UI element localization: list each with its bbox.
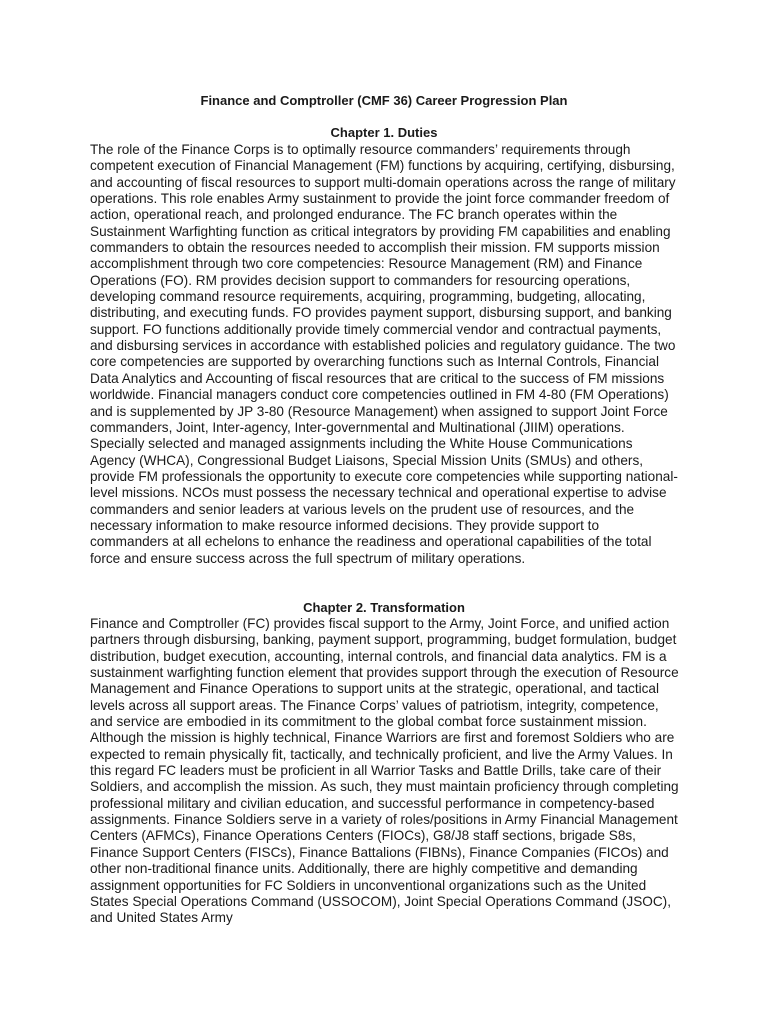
chapter-1-heading: Chapter 1. Duties (330, 125, 438, 140)
chapter-2-heading: Chapter 2. Transformation (303, 600, 465, 615)
chapter-2-body: Finance and Comptroller (FC) provides fiscal support to the Army, Joint Force, and unified action partners through disbursing, banking, payment support, programming, budget formulation, budget distribution, budget execution, accounting, internal controls, and financial data analytics. FM is a sustainment warfighting function element that provides support through the execution of Resource Management and Finance Operations to support units at the strategic, operational, and tactical levels across all support areas. The Finance Corps’ values of patriotism, integrity, competence, and service are embodied in its commitment to the global combat force sustainment mission. Although the mission is highly technical, Finance Warriors are first and foremost Soldiers who are expected to remain physically fit, tactically, and technically proficient, and live the Army Values. In this regard FC leaders must be proficient in all Warrior Tasks and Battle Drills, take care of their Soldiers, and accomplish the mission. As such, they must maintain proficiency through completing professional military and civilian education, and successful performance in competency-based assignments. Finance Soldiers serve in a variety of roles/positions in Army Financial Management Centers (AFMCs), Finance Operations Centers (FIOCs), G8/J8 staff sections, brigade S8s, Finance Support Centers (FISCs), Finance Battalions (FIBNs), Finance Companies (FICOs) and other non-traditional finance units. Additionally, there are highly competitive and demanding assignment opportunities for FC Soldiers in unconventional organizations such as the United States Special Operations Command (USSOCOM), Joint Special Operations Command (JSOC), and United States Army (90, 616, 679, 926)
chapter-1-body: The role of the Finance Corps is to optimally resource commanders’ requirements through competent execution of Financial Management (FM) functions by acquiring, certifying, disbursing, and accounting of fiscal resources to support multi-domain operations across the range of military operations. This role enables Army sustainment to provide the joint force commander freedom of action, operational reach, and prolonged endurance. The FC branch operates within the Sustainment Warfighting function as critical integrators by providing FM capabilities and enabling commanders to obtain the resources needed to accomplish their mission. FM supports mission accomplishment through two core competencies: Resource Management (RM) and Finance Operations (FO). RM provides decision support to commanders for resourcing operations, developing command resource requirements, acquiring, programming, budgeting, allocating, distributing, and executing funds. FO provides payment support, disbursing support, and banking support. FO functions additionally provide timely commercial vendor and contractual payments, and disbursing services in accordance with established policies and regulatory guidance. The two core competencies are supported by overarching functions such as Internal Controls, Financial Data Analytics and Accounting of fiscal resources that are critical to the success of FM missions worldwide. Financial managers conduct core competencies outlined in FM 4-80 (FM Operations) and is supplemented by JP 3-80 (Resource Management) when assigned to support Joint Force commanders, Joint, Inter-agency, Inter-governmental and Multinational (JIIM) operations. Specially selected and managed assignments including the White House Communications Agency (WHCA), Congressional Budget Liaisons, Special Mission Units (SMUs) and others, provide FM professionals the opportunity to execute core competencies while supporting national-level missions. NCOs must possess the necessary technical and operational expertise to advise commanders and senior leaders at various levels on the prudent use of resources, and the necessary information to make resource informed decisions. They provide support to commanders at all echelons to enhance the readiness and operational capabilities of the total force and ensure success across the full spectrum of military operations. (90, 142, 678, 566)
document-title: Finance and Comptroller (CMF 36) Career Progression Plan (200, 93, 568, 108)
